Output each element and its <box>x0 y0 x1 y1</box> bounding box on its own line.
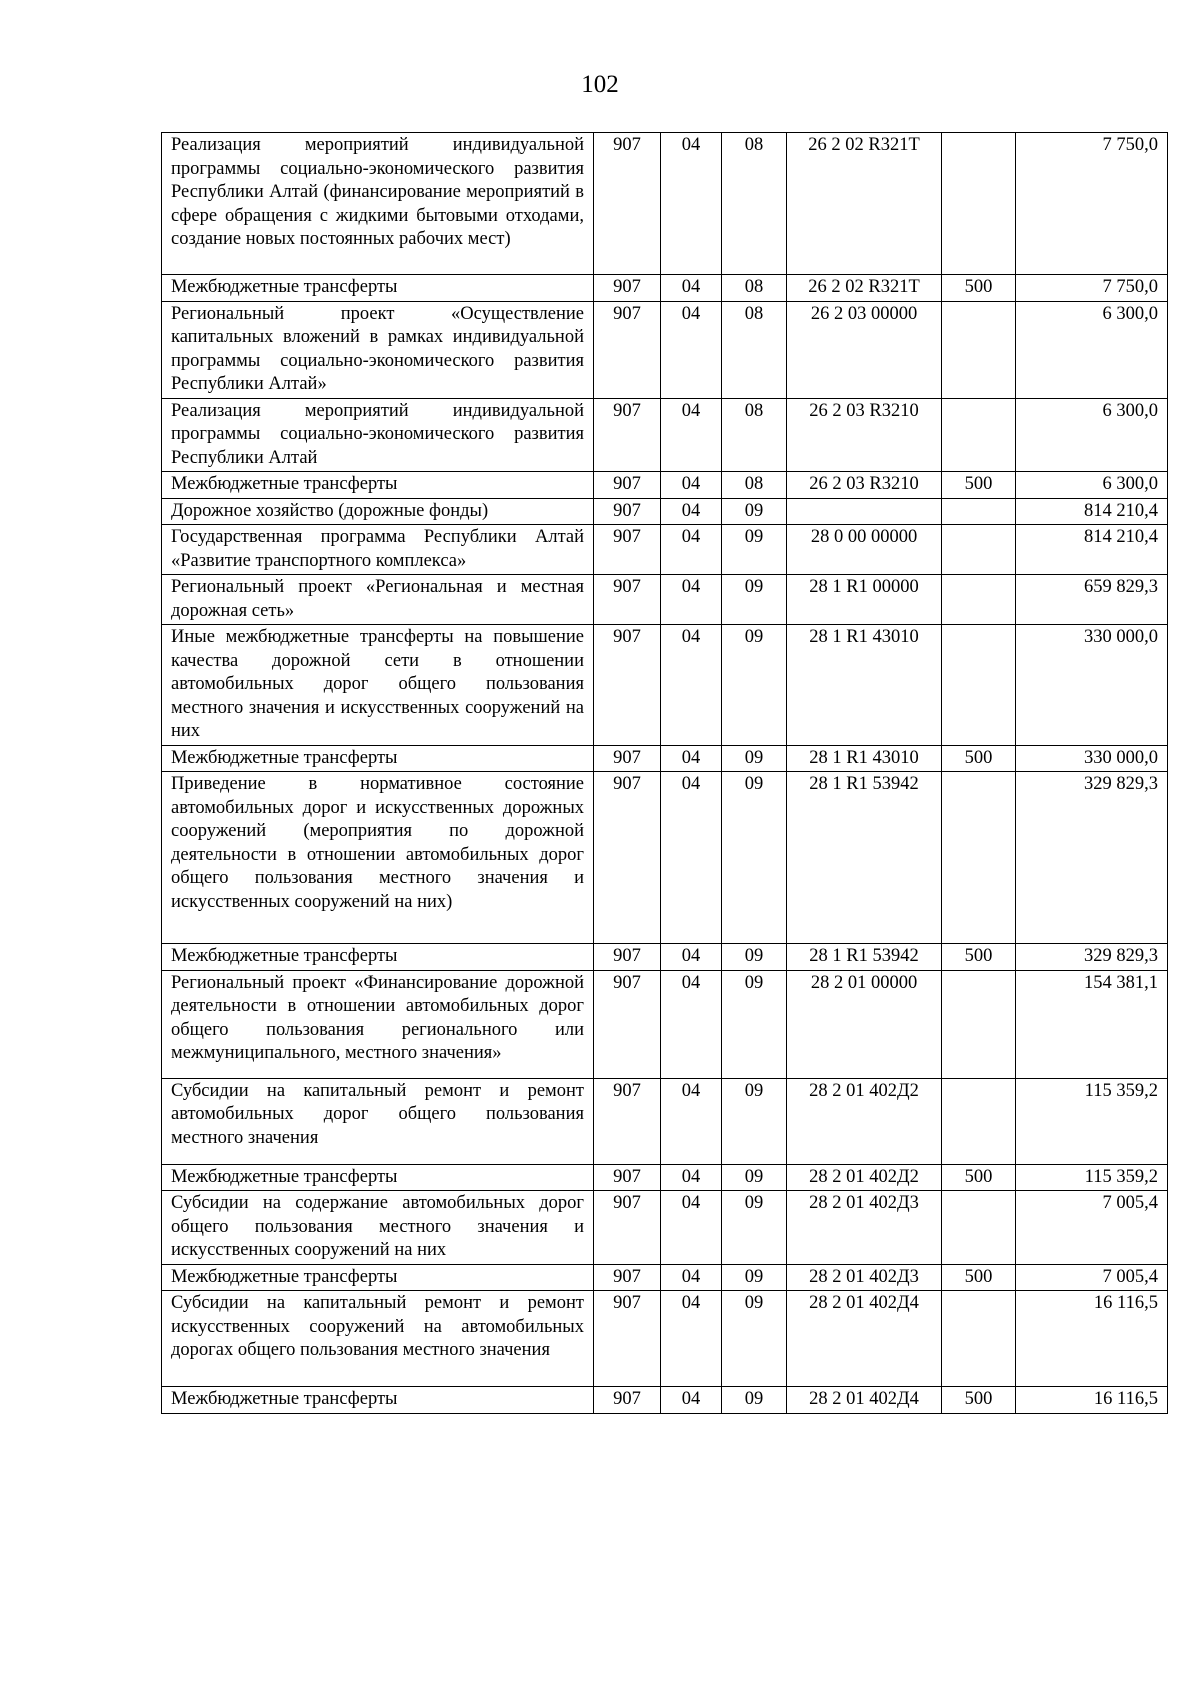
row-gr-code-cell: 907 <box>594 398 661 472</box>
row-name-cell: Межбюджетные трансферты <box>162 472 594 499</box>
budget-table <box>161 132 1168 1414</box>
row-vr-code-cell <box>942 498 1016 525</box>
table-row <box>162 1078 1168 1164</box>
row-rz-code-cell: 04 <box>661 772 722 944</box>
row-vr-code-cell <box>942 575 1016 625</box>
row-cs-code-cell: 26 2 03 R3210 <box>787 398 942 472</box>
row-name-cell: Субсидии на капитальный ремонт и ремонт искусственных сооружений на автомобильных дорогах общего пользования местного значения <box>162 1291 594 1387</box>
row-sum-cell: 329 829,3 <box>1016 944 1168 971</box>
row-gr-code-cell: 907 <box>594 525 661 575</box>
row-rz-code-cell: 04 <box>661 498 722 525</box>
row-sum-cell: 6 300,0 <box>1016 398 1168 472</box>
row-pr-code-cell: 08 <box>722 398 787 472</box>
row-cs-code-cell: 28 0 00 00000 <box>787 525 942 575</box>
row-pr-code-cell: 09 <box>722 1164 787 1191</box>
row-rz-code-cell: 04 <box>661 133 722 275</box>
row-cs-code-cell: 28 2 01 402Д4 <box>787 1291 942 1387</box>
row-cs-code-cell: 28 2 01 402Д3 <box>787 1264 942 1291</box>
row-pr-code-cell: 09 <box>722 1191 787 1265</box>
row-pr-code-cell: 08 <box>722 472 787 499</box>
row-gr-code-cell: 907 <box>594 1078 661 1164</box>
row-rz-code-cell: 04 <box>661 275 722 302</box>
row-vr-code-cell <box>942 1191 1016 1265</box>
row-gr-code-cell: 907 <box>594 745 661 772</box>
row-pr-code-cell: 09 <box>722 970 787 1078</box>
row-sum-cell: 6 300,0 <box>1016 472 1168 499</box>
row-name-cell: Региональный проект «Осуществление капитальных вложений в рамках индивидуальной программы социально-экономического развития Республики Алтай» <box>162 301 594 398</box>
row-pr-code-cell: 09 <box>722 745 787 772</box>
row-cs-code-cell: 28 2 01 402Д4 <box>787 1387 942 1414</box>
row-gr-code-cell: 907 <box>594 133 661 275</box>
row-gr-code-cell: 907 <box>594 301 661 398</box>
row-rz-code-cell: 04 <box>661 301 722 398</box>
row-sum-cell: 7 005,4 <box>1016 1191 1168 1265</box>
row-vr-code-cell <box>942 398 1016 472</box>
row-rz-code-cell: 04 <box>661 472 722 499</box>
row-cs-code-cell: 26 2 03 R3210 <box>787 472 942 499</box>
row-vr-code-cell: 500 <box>942 745 1016 772</box>
row-pr-code-cell: 09 <box>722 772 787 944</box>
row-gr-code-cell: 907 <box>594 625 661 746</box>
row-vr-code-cell <box>942 301 1016 398</box>
row-cs-code-cell: 28 2 01 402Д3 <box>787 1191 942 1265</box>
row-gr-code-cell: 907 <box>594 1291 661 1387</box>
row-vr-code-cell <box>942 525 1016 575</box>
table-row <box>162 1387 1168 1414</box>
row-sum-cell: 329 829,3 <box>1016 772 1168 944</box>
table-row <box>162 301 1168 398</box>
row-cs-code-cell: 28 2 01 00000 <box>787 970 942 1078</box>
table-row <box>162 944 1168 971</box>
row-cs-code-cell: 28 1 R1 43010 <box>787 745 942 772</box>
row-sum-cell: 659 829,3 <box>1016 575 1168 625</box>
row-gr-code-cell: 907 <box>594 1264 661 1291</box>
budget-table-body <box>162 133 1168 1414</box>
row-sum-cell: 330 000,0 <box>1016 625 1168 746</box>
table-row <box>162 472 1168 499</box>
row-pr-code-cell: 09 <box>722 1387 787 1414</box>
row-cs-code-cell <box>787 498 942 525</box>
row-vr-code-cell: 500 <box>942 1387 1016 1414</box>
row-vr-code-cell <box>942 1291 1016 1387</box>
row-name-cell: Межбюджетные трансферты <box>162 944 594 971</box>
row-rz-code-cell: 04 <box>661 1387 722 1414</box>
row-name-cell: Межбюджетные трансферты <box>162 1387 594 1414</box>
row-name-cell: Приведение в нормативное состояние автомобильных дорог и искусственных дорожных сооружений (мероприятия по дорожной деятельности в отношении автомобильных дорог общего пользования местного значения и искусственных сооружений на них) <box>162 772 594 944</box>
row-name-cell: Дорожное хозяйство (дорожные фонды) <box>162 498 594 525</box>
table-row <box>162 133 1168 275</box>
row-cs-code-cell: 28 1 R1 53942 <box>787 772 942 944</box>
row-name-cell: Государственная программа Республики Алтай «Развитие транспортного комплекса» <box>162 525 594 575</box>
row-gr-code-cell: 907 <box>594 1387 661 1414</box>
row-vr-code-cell <box>942 133 1016 275</box>
row-cs-code-cell: 26 2 03 00000 <box>787 301 942 398</box>
row-sum-cell: 115 359,2 <box>1016 1164 1168 1191</box>
table-row <box>162 575 1168 625</box>
row-name-cell: Реализация мероприятий индивидуальной программы социально-экономического развития Республики Алтай (финансирование мероприятий в сфере обращения с жидкими бытовыми отходами, создание новых постоянных рабочих мест) <box>162 133 594 275</box>
row-rz-code-cell: 04 <box>661 1078 722 1164</box>
table-row <box>162 772 1168 944</box>
table-row <box>162 498 1168 525</box>
row-pr-code-cell: 08 <box>722 133 787 275</box>
row-pr-code-cell: 09 <box>722 1078 787 1164</box>
row-sum-cell: 115 359,2 <box>1016 1078 1168 1164</box>
row-sum-cell: 7 005,4 <box>1016 1264 1168 1291</box>
row-sum-cell: 7 750,0 <box>1016 133 1168 275</box>
row-rz-code-cell: 04 <box>661 1291 722 1387</box>
row-cs-code-cell: 28 2 01 402Д2 <box>787 1164 942 1191</box>
row-pr-code-cell: 09 <box>722 575 787 625</box>
table-row <box>162 1191 1168 1265</box>
table-row <box>162 525 1168 575</box>
row-gr-code-cell: 907 <box>594 1191 661 1265</box>
row-vr-code-cell: 500 <box>942 1164 1016 1191</box>
row-gr-code-cell: 907 <box>594 575 661 625</box>
row-gr-code-cell: 907 <box>594 970 661 1078</box>
row-vr-code-cell: 500 <box>942 472 1016 499</box>
table-row <box>162 398 1168 472</box>
row-sum-cell: 16 116,5 <box>1016 1291 1168 1387</box>
row-name-cell: Межбюджетные трансферты <box>162 745 594 772</box>
row-pr-code-cell: 09 <box>722 525 787 575</box>
row-cs-code-cell: 28 1 R1 43010 <box>787 625 942 746</box>
row-sum-cell: 7 750,0 <box>1016 275 1168 302</box>
row-rz-code-cell: 04 <box>661 1191 722 1265</box>
row-cs-code-cell: 26 2 02 R321T <box>787 133 942 275</box>
row-gr-code-cell: 907 <box>594 275 661 302</box>
row-vr-code-cell: 500 <box>942 944 1016 971</box>
row-pr-code-cell: 09 <box>722 1264 787 1291</box>
row-sum-cell: 814 210,4 <box>1016 525 1168 575</box>
row-rz-code-cell: 04 <box>661 575 722 625</box>
row-vr-code-cell: 500 <box>942 1264 1016 1291</box>
row-rz-code-cell: 04 <box>661 970 722 1078</box>
table-row <box>162 275 1168 302</box>
row-name-cell: Реализация мероприятий индивидуальной программы социально-экономического развития Республики Алтай <box>162 398 594 472</box>
row-name-cell: Региональный проект «Финансирование дорожной деятельности в отношении автомобильных дорог общего пользования регионального или межмуниципального, местного значения» <box>162 970 594 1078</box>
row-gr-code-cell: 907 <box>594 498 661 525</box>
page-number: 102 <box>581 71 619 98</box>
table-row <box>162 745 1168 772</box>
row-vr-code-cell <box>942 772 1016 944</box>
row-sum-cell: 6 300,0 <box>1016 301 1168 398</box>
row-name-cell: Иные межбюджетные трансферты на повышение качества дорожной сети в отношении автомобильных дорог общего пользования местного значения и искусственных сооружений на них <box>162 625 594 746</box>
row-pr-code-cell: 09 <box>722 944 787 971</box>
table-row <box>162 970 1168 1078</box>
row-rz-code-cell: 04 <box>661 944 722 971</box>
row-sum-cell: 330 000,0 <box>1016 745 1168 772</box>
row-vr-code-cell: 500 <box>942 275 1016 302</box>
row-vr-code-cell <box>942 970 1016 1078</box>
row-gr-code-cell: 907 <box>594 472 661 499</box>
table-row <box>162 1164 1168 1191</box>
table-row <box>162 1264 1168 1291</box>
row-pr-code-cell: 09 <box>722 625 787 746</box>
row-name-cell: Межбюджетные трансферты <box>162 275 594 302</box>
row-sum-cell: 16 116,5 <box>1016 1387 1168 1414</box>
row-name-cell: Субсидии на капитальный ремонт и ремонт автомобильных дорог общего пользования местного значения <box>162 1078 594 1164</box>
table-row <box>162 1291 1168 1387</box>
row-cs-code-cell: 28 2 01 402Д2 <box>787 1078 942 1164</box>
row-pr-code-cell: 08 <box>722 275 787 302</box>
row-rz-code-cell: 04 <box>661 745 722 772</box>
row-name-cell: Межбюджетные трансферты <box>162 1264 594 1291</box>
row-pr-code-cell: 08 <box>722 301 787 398</box>
row-pr-code-cell: 09 <box>722 498 787 525</box>
row-cs-code-cell: 28 1 R1 53942 <box>787 944 942 971</box>
row-sum-cell: 814 210,4 <box>1016 498 1168 525</box>
row-cs-code-cell: 26 2 02 R321T <box>787 275 942 302</box>
row-name-cell: Межбюджетные трансферты <box>162 1164 594 1191</box>
row-rz-code-cell: 04 <box>661 525 722 575</box>
row-cs-code-cell: 28 1 R1 00000 <box>787 575 942 625</box>
row-sum-cell: 154 381,1 <box>1016 970 1168 1078</box>
row-vr-code-cell <box>942 625 1016 746</box>
row-gr-code-cell: 907 <box>594 944 661 971</box>
row-name-cell: Субсидии на содержание автомобильных дорог общего пользования местного значения и искусственных сооружений на них <box>162 1191 594 1265</box>
row-rz-code-cell: 04 <box>661 625 722 746</box>
row-rz-code-cell: 04 <box>661 1264 722 1291</box>
row-gr-code-cell: 907 <box>594 1164 661 1191</box>
row-rz-code-cell: 04 <box>661 398 722 472</box>
row-vr-code-cell <box>942 1078 1016 1164</box>
row-gr-code-cell: 907 <box>594 772 661 944</box>
table-row <box>162 625 1168 746</box>
row-pr-code-cell: 09 <box>722 1291 787 1387</box>
row-rz-code-cell: 04 <box>661 1164 722 1191</box>
row-name-cell: Региональный проект «Региональная и местная дорожная сеть» <box>162 575 594 625</box>
